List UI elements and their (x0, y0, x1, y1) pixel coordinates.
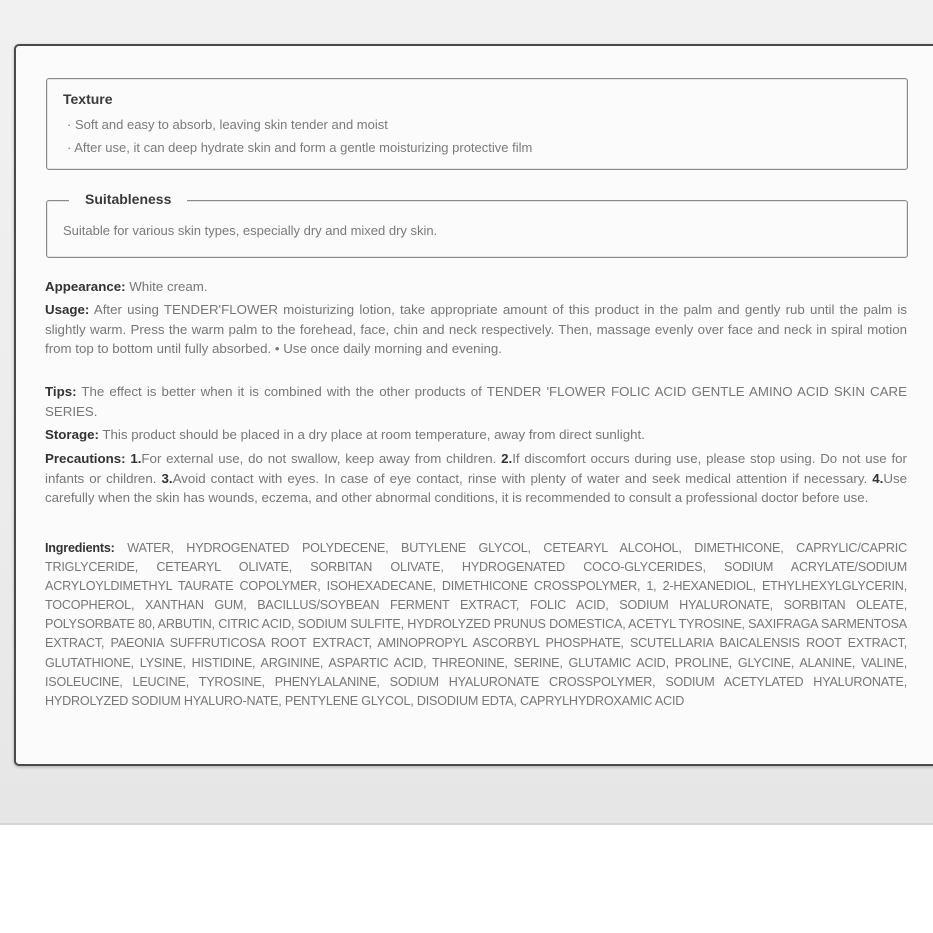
suitableness-heading: Suitableness (69, 191, 187, 207)
ingredients-text: WATER, HYDROGENATED POLYDECENE, BUTYLENE GLYCOL, CETEARYL ALCOHOL, DIMETHICONE, CAPRYLIC/CAPRIC TRIGLYCERIDE, CETEARYL OLIVATE, SORBITAN OLIVATE, HYDROGENATED COCO-GLYCERIDES, SODIUM ACRYLATE/SODIUM ACRYLOYLDIMETHYL TAURATE COPOLYMER, ISOHEXADECANE, DIMETHICONE CROSSPOLYMER, 1, 2-HEXANEDIOL, ETHYLHEXYLGLYCERIN, TOCOPHEROL, XANTHAN GUM, BACILLUS/SOYBEAN FERMENT EXTRACT, FOLIC ACID, SODIUM HYALURONATE, SORBITAN OLEATE, POLYSORBATE 80, ARBUTIN, CITRIC ACID, SODIUM SULFITE, HYDROLYZED PRUNUS DOMESTICA, ACETYL TYROSINE, SAXIFRAGA SARMENTOSA EXTRACT, PAEONIA SUFFRUTICOSA ROOT EXTRACT, AMINOPROPYL ASCORBYL PHOSPHATE, SCUTELLARIA BAICALENSIS ROOT EXTRACT, GLUTATHIONE, LYSINE, HISTIDINE, ARGININE, ASPARTIC ACID, THREONINE, SERINE, GLUTAMIC ACID, PROLINE, GLYCINE, ALANINE, VALINE, ISOLEUCINE, LEUCINE, TYROSINE, PHENYLALANINE, SODIUM HYALURONATE CROSSPOLYMER, SODIUM ACETYLATED HYALURONATE, HYDROLYZED SODIUM HYALURO-NATE, PENTYLENE GLYCOL, DISODIUM EDTA, CAPRYLHYDROXAMIC ACID (45, 541, 907, 708)
product-label-card (14, 44, 933, 766)
precaution-number: 4. (872, 470, 884, 486)
precaution-number: 1. (125, 451, 142, 466)
storage-text: This product should be placed in a dry place at room temperature, away from direct sunlight. (98, 427, 645, 442)
storage-label: Storage: (45, 427, 99, 442)
texture-bullet: · After use, it can deep hydrate skin and form a gentle moisturizing protective film (67, 140, 533, 155)
texture-bullet: · Soft and easy to absorb, leaving skin tender and moist (67, 117, 388, 132)
precaution-text: Avoid contact with eyes. In case of eye contact, rinse with plenty of water and seek medical attention if necessary. (172, 470, 873, 486)
texture-heading: Texture (63, 91, 113, 107)
ingredients-label: Ingredients: (45, 541, 115, 555)
precaution-text: If discomfort occurs during use, please stop using. Do not use for infants or children. (45, 451, 907, 486)
appearance-paragraph (45, 277, 907, 297)
tips-paragraph (45, 382, 907, 421)
usage-label: Usage: (45, 302, 90, 317)
appearance-text: White cream. (125, 279, 208, 294)
usage-paragraph (45, 300, 907, 359)
ingredients-paragraph (45, 539, 907, 711)
precautions-label: Precautions: (45, 451, 126, 466)
precaution-text: For external use, do not swallow, keep away from children. (141, 451, 502, 466)
precaution-number: 2. (501, 451, 513, 466)
suitableness-text: Suitable for various skin types, especially dry and mixed dry skin. (63, 223, 438, 238)
precaution-number: 3. (161, 470, 173, 486)
usage-text: After using TENDER'FLOWER moisturizing lotion, take appropriate amount of this product in the palm and gently rub until the palm is slightly warm. Press the warm palm to the forehead, face, chin and neck respectively. Then, massage evenly over face and neck in spiral motion from top to bottom until fully absorbed. • Use once daily morning and evening. (45, 302, 907, 356)
suitableness-box (46, 191, 908, 258)
appearance-label: Appearance: (45, 279, 126, 294)
tips-text: The effect is better when it is combined with the other products of TENDER 'FLOWER FOLIC ACID GENTLE AMINO ACID SKIN CARE SERIES. (45, 384, 907, 419)
precaution-text: Use carefully when the skin has wounds, eczema, and other abnormal conditions, it is recommended to consult a professional doctor before use. (45, 470, 907, 505)
storage-paragraph (45, 425, 907, 445)
texture-box (46, 78, 908, 170)
precautions-paragraph (45, 449, 907, 508)
tips-label: Tips: (45, 384, 77, 399)
